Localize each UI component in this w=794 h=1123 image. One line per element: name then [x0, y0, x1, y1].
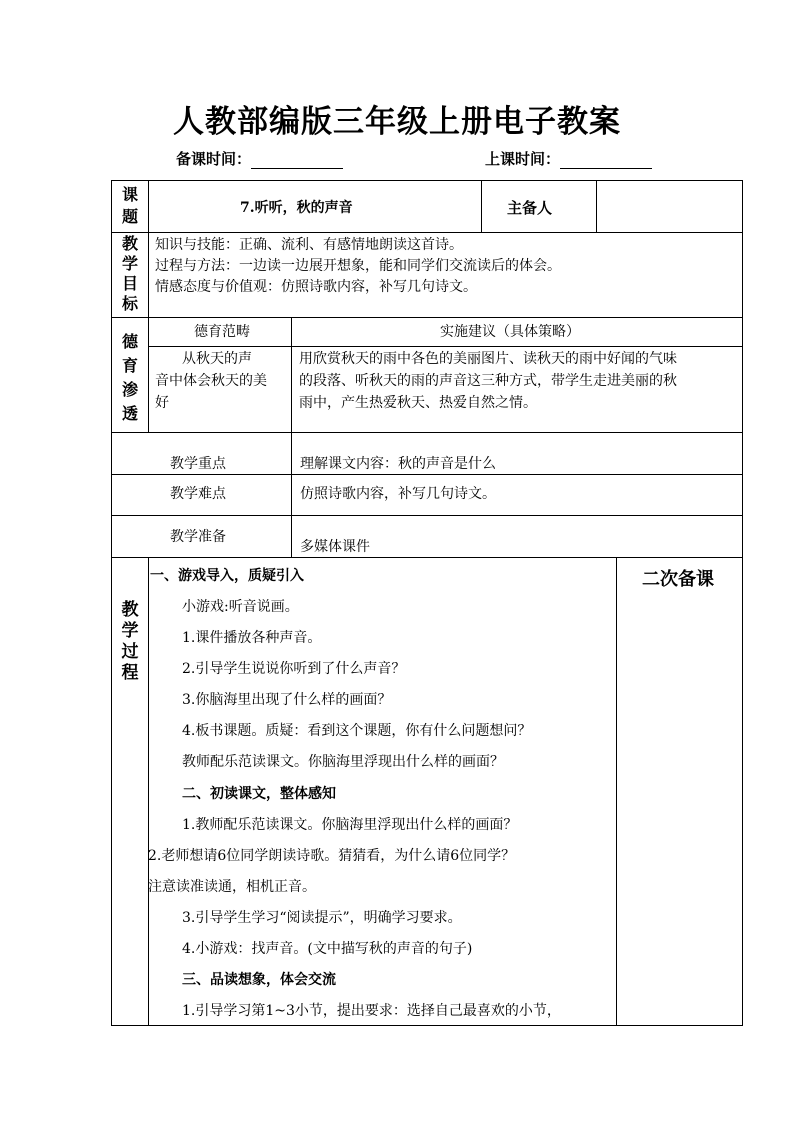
key-point-value: 理解课文内容：秋的声音是什么 — [300, 456, 496, 472]
prep-time-blank[interactable] — [251, 152, 343, 169]
goals-label: 教 学 目 标 — [121, 234, 138, 313]
prep-time — [176, 148, 343, 169]
process-line: 3.你脑海里出现了什么样的画面？ — [182, 692, 392, 708]
document-title: 人教部编版三年级上册电子教案 — [173, 104, 621, 140]
process-line: 4.板书课题。质疑：看到这个课题，你有什么问题想问？ — [182, 723, 532, 739]
process-line: 1.课件播放各种声音。 — [182, 630, 322, 646]
moral-label: 德 育 渗 透 — [121, 332, 138, 423]
section-heading: 一、游戏导入，质疑引入 — [150, 568, 304, 584]
moral-col2-line: 的段落、听秋天的雨的声音这三种方式，带学生走进美丽的秋 — [299, 373, 677, 389]
process-line: 注意读准读通，相机正音。 — [148, 879, 316, 895]
process-label: 教 学 过 程 — [121, 600, 139, 683]
topic-label: 课 题 — [121, 185, 138, 226]
moral-col2-header: 实施建议（具体策略） — [440, 324, 580, 340]
class-time-blank[interactable] — [560, 152, 652, 169]
moral-col2-line: 雨中，产生热爱秋天、热爱自然之情。 — [299, 395, 537, 411]
process-line: 1.引导学习第1~3小节，提出要求：选择自己最喜欢的小节， — [182, 1003, 561, 1019]
section-heading: 二、初读课文，整体感知 — [182, 786, 336, 802]
difficulty-label: 教学难点 — [170, 486, 226, 502]
goal-process: 过程与方法：一边读一边展开想象，能和同学们交流读后的体会。 — [155, 258, 561, 274]
preparer-label: 主备人 — [507, 199, 553, 217]
moral-col2-line: 用欣赏秋天的雨中各色的美丽图片、读秋天的雨中好闻的气味 — [299, 351, 677, 367]
moral-col1-header: 德育范畴 — [194, 324, 250, 340]
preparation-label: 教学准备 — [170, 529, 226, 545]
key-point-label: 教学重点 — [170, 456, 226, 472]
process-line: 1.教师配乐范读课文。你脑海里浮现出什么样的画面？ — [182, 817, 518, 833]
moral-col1-line: 音中体会秋天的美 — [155, 373, 267, 389]
process-line: 3.引导学生学习“阅读提示”，明确学习要求。 — [182, 910, 462, 926]
second-prep-heading: 二次备课 — [642, 569, 714, 590]
prep-time-label: 备课时间： — [176, 150, 252, 168]
section-heading: 三、品读想象，体会交流 — [182, 972, 336, 988]
process-line: 2.老师想请6位同学朗读诗歌。猜猜看，为什么请6位同学？ — [148, 848, 516, 864]
difficulty-value: 仿照诗歌内容，补写几句诗文。 — [300, 486, 496, 502]
class-time-label: 上课时间： — [485, 150, 561, 168]
process-line: 教师配乐范读课文。你脑海里浮现出什么样的画面？ — [182, 754, 504, 770]
class-time — [485, 148, 652, 169]
lesson-title: 7.听听，秋的声音 — [240, 200, 353, 216]
goal-knowledge: 知识与技能：正确、流利、有感情地朗读这首诗。 — [155, 237, 463, 253]
goal-emotion: 情感态度与价值观：仿照诗歌内容，补写几句诗文。 — [155, 279, 477, 295]
process-line: 小游戏:听音说画。 — [182, 599, 299, 615]
process-line: 2.引导学生说说你听到了什么声音？ — [182, 661, 406, 677]
moral-col1-line: 好 — [155, 395, 169, 411]
moral-col1-line: 从秋天的声 — [182, 351, 252, 367]
preparation-value: 多媒体课件 — [300, 539, 370, 555]
process-line: 4.小游戏：找声音。(文中描写秋的声音的句子) — [182, 941, 473, 957]
